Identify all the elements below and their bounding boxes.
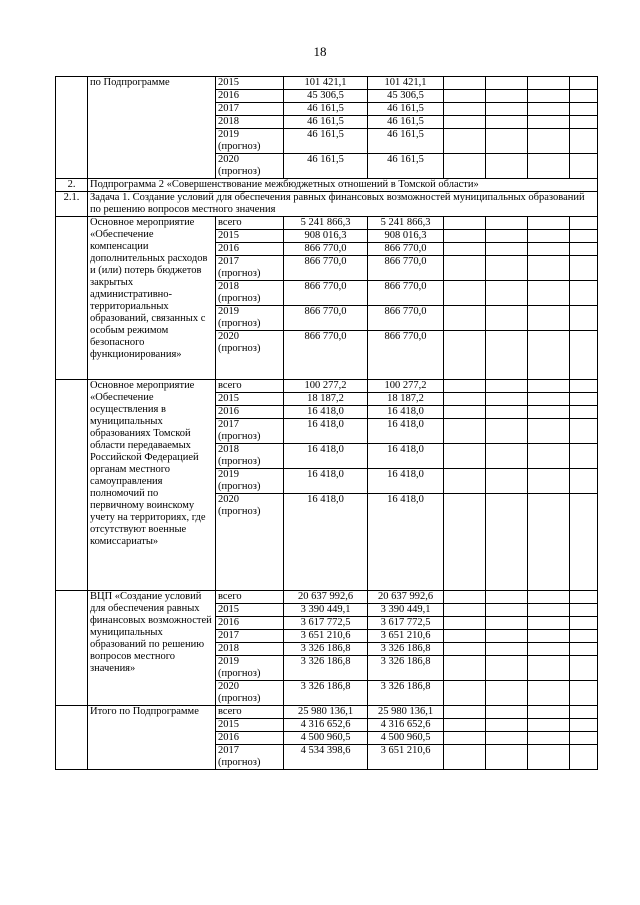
activity-name: Основное мероприятие «Обеспечение компенсации дополнительных расходов и (или) потерь бюджетов закрытых административно-территориальных образований, связанных с особым режимом безопасного функционирования»: [88, 217, 216, 380]
year-cell: 2015: [216, 719, 284, 732]
total-value: 3 326 186,8: [284, 681, 368, 706]
municipal-value: [486, 630, 528, 643]
year-cell: 2020 (прогноз): [216, 494, 284, 591]
regional-value: [444, 419, 486, 444]
municipal-value: [486, 380, 528, 393]
total-value: 16 418,0: [284, 444, 368, 469]
federal-value: 101 421,1: [368, 77, 444, 90]
total-value: 866 770,0: [284, 281, 368, 306]
nonbudget-value: [528, 281, 570, 306]
regional-value: [444, 469, 486, 494]
regional-value: [444, 243, 486, 256]
total-value: 4 500 960,5: [284, 732, 368, 745]
total-value: 866 770,0: [284, 256, 368, 281]
subprogram-title: Подпрограмма 2 «Совершенствование межбюджетных отношений в Томской области»: [88, 179, 598, 192]
regional-value: [444, 444, 486, 469]
nonbudget-value: [528, 77, 570, 90]
municipal-value: [486, 444, 528, 469]
regional-value: [444, 719, 486, 732]
municipal-value: [486, 469, 528, 494]
year-cell: всего: [216, 380, 284, 393]
year-cell: всего: [216, 217, 284, 230]
municipal-value: [486, 393, 528, 406]
year-cell: всего: [216, 706, 284, 719]
federal-value: 45 306,5: [368, 90, 444, 103]
nonbudget-value: [528, 90, 570, 103]
nonbudget-value: [528, 406, 570, 419]
year-cell: 2018: [216, 643, 284, 656]
federal-value: 3 326 186,8: [368, 681, 444, 706]
extra-value: [570, 591, 598, 604]
federal-value: 16 418,0: [368, 494, 444, 591]
regional-value: [444, 77, 486, 90]
year-cell: 2016: [216, 617, 284, 630]
municipal-value: [486, 643, 528, 656]
municipal-value: [486, 494, 528, 591]
nonbudget-value: [528, 419, 570, 444]
extra-value: [570, 380, 598, 393]
nonbudget-value: [528, 745, 570, 770]
year-cell: всего: [216, 591, 284, 604]
activity-name: Итого по Подпрограмме: [88, 706, 216, 770]
total-value: 100 277,2: [284, 380, 368, 393]
extra-value: [570, 630, 598, 643]
regional-value: [444, 90, 486, 103]
nonbudget-value: [528, 256, 570, 281]
municipal-value: [486, 617, 528, 630]
regional-value: [444, 380, 486, 393]
regional-value: [444, 406, 486, 419]
total-value: 16 418,0: [284, 406, 368, 419]
federal-value: 46 161,5: [368, 116, 444, 129]
year-cell: 2015: [216, 230, 284, 243]
federal-value: 16 418,0: [368, 469, 444, 494]
year-cell: 2018: [216, 116, 284, 129]
task-title: Задача 1. Создание условий для обеспечения равных финансовых возможностей муниципальных образований по решению вопросов местного значения: [88, 192, 598, 217]
federal-value: 908 016,3: [368, 230, 444, 243]
regional-value: [444, 643, 486, 656]
year-cell: 2019 (прогноз): [216, 129, 284, 154]
municipal-value: [486, 230, 528, 243]
federal-value: 4 316 652,6: [368, 719, 444, 732]
extra-value: [570, 494, 598, 591]
nonbudget-value: [528, 116, 570, 129]
federal-value: 16 418,0: [368, 419, 444, 444]
regional-value: [444, 617, 486, 630]
regional-value: [444, 656, 486, 681]
total-value: 908 016,3: [284, 230, 368, 243]
regional-value: [444, 256, 486, 281]
year-cell: 2017: [216, 103, 284, 116]
federal-value: 5 241 866,3: [368, 217, 444, 230]
federal-value: 866 770,0: [368, 256, 444, 281]
total-value: 45 306,5: [284, 90, 368, 103]
nonbudget-value: [528, 393, 570, 406]
extra-value: [570, 681, 598, 706]
nonbudget-value: [528, 630, 570, 643]
year-cell: 2016: [216, 90, 284, 103]
extra-value: [570, 719, 598, 732]
municipal-value: [486, 406, 528, 419]
page-number: 18: [313, 44, 327, 59]
municipal-value: [486, 217, 528, 230]
nonbudget-value: [528, 656, 570, 681]
year-cell: 2015: [216, 604, 284, 617]
row-number: 2.1.: [56, 192, 88, 217]
table-row: [56, 591, 598, 604]
municipal-value: [486, 719, 528, 732]
federal-value: 46 161,5: [368, 103, 444, 116]
regional-value: [444, 745, 486, 770]
federal-value: 20 637 992,6: [368, 591, 444, 604]
year-cell: 2019 (прогноз): [216, 656, 284, 681]
total-value: 46 161,5: [284, 129, 368, 154]
total-value: 866 770,0: [284, 306, 368, 331]
total-value: 46 161,5: [284, 116, 368, 129]
nonbudget-value: [528, 494, 570, 591]
extra-value: [570, 745, 598, 770]
year-cell: 2016: [216, 243, 284, 256]
row-number: [56, 591, 88, 706]
federal-value: 3 651 210,6: [368, 745, 444, 770]
regional-value: [444, 103, 486, 116]
extra-value: [570, 617, 598, 630]
extra-value: [570, 154, 598, 179]
total-value: 25 980 136,1: [284, 706, 368, 719]
total-value: 3 326 186,8: [284, 656, 368, 681]
nonbudget-value: [528, 706, 570, 719]
municipal-value: [486, 745, 528, 770]
regional-value: [444, 306, 486, 331]
total-value: 866 770,0: [284, 243, 368, 256]
regional-value: [444, 154, 486, 179]
federal-value: 16 418,0: [368, 444, 444, 469]
extra-value: [570, 331, 598, 380]
year-cell: 2019 (прогноз): [216, 469, 284, 494]
extra-value: [570, 116, 598, 129]
regional-value: [444, 331, 486, 380]
municipal-value: [486, 90, 528, 103]
total-value: 4 534 398,6: [284, 745, 368, 770]
federal-value: 3 326 186,8: [368, 656, 444, 681]
extra-value: [570, 129, 598, 154]
municipal-value: [486, 681, 528, 706]
regional-value: [444, 681, 486, 706]
regional-value: [444, 230, 486, 243]
row-number: 2.: [56, 179, 88, 192]
total-value: 18 187,2: [284, 393, 368, 406]
nonbudget-value: [528, 604, 570, 617]
municipal-value: [486, 732, 528, 745]
federal-value: 46 161,5: [368, 154, 444, 179]
nonbudget-value: [528, 380, 570, 393]
regional-value: [444, 591, 486, 604]
nonbudget-value: [528, 306, 570, 331]
nonbudget-value: [528, 444, 570, 469]
federal-value: 866 770,0: [368, 331, 444, 380]
municipal-value: [486, 419, 528, 444]
extra-value: [570, 706, 598, 719]
budget-table: [55, 76, 598, 770]
extra-value: [570, 444, 598, 469]
total-value: 866 770,0: [284, 331, 368, 380]
regional-value: [444, 732, 486, 745]
total-value: 5 241 866,3: [284, 217, 368, 230]
total-value: 16 418,0: [284, 494, 368, 591]
year-cell: 2019 (прогноз): [216, 306, 284, 331]
year-cell: 2018 (прогноз): [216, 281, 284, 306]
total-value: 20 637 992,6: [284, 591, 368, 604]
federal-value: 866 770,0: [368, 243, 444, 256]
municipal-value: [486, 331, 528, 380]
municipal-value: [486, 604, 528, 617]
total-value: 4 316 652,6: [284, 719, 368, 732]
federal-value: 16 418,0: [368, 406, 444, 419]
total-value: 46 161,5: [284, 154, 368, 179]
municipal-value: [486, 103, 528, 116]
regional-value: [444, 116, 486, 129]
total-value: 16 418,0: [284, 419, 368, 444]
nonbudget-value: [528, 719, 570, 732]
extra-value: [570, 469, 598, 494]
nonbudget-value: [528, 643, 570, 656]
extra-value: [570, 393, 598, 406]
federal-value: 3 390 449,1: [368, 604, 444, 617]
year-cell: 2015: [216, 77, 284, 90]
extra-value: [570, 406, 598, 419]
regional-value: [444, 129, 486, 154]
municipal-value: [486, 116, 528, 129]
extra-value: [570, 256, 598, 281]
municipal-value: [486, 281, 528, 306]
municipal-value: [486, 656, 528, 681]
year-cell: 2016: [216, 406, 284, 419]
total-value: 3 617 772,5: [284, 617, 368, 630]
table-row: [56, 706, 598, 719]
nonbudget-value: [528, 469, 570, 494]
subprogram-row: [56, 179, 598, 192]
municipal-value: [486, 154, 528, 179]
total-value: 16 418,0: [284, 469, 368, 494]
nonbudget-value: [528, 103, 570, 116]
municipal-value: [486, 243, 528, 256]
municipal-value: [486, 306, 528, 331]
table-row: [56, 380, 598, 393]
federal-value: 46 161,5: [368, 129, 444, 154]
year-cell: 2020 (прогноз): [216, 154, 284, 179]
row-number: [56, 706, 88, 770]
row-number: [56, 77, 88, 179]
extra-value: [570, 643, 598, 656]
nonbudget-value: [528, 154, 570, 179]
federal-value: 866 770,0: [368, 306, 444, 331]
activity-name: ВЦП «Создание условий для обеспечения равных финансовых возможностей муниципальных образований по решению вопросов местного значения»: [88, 591, 216, 706]
federal-value: 3 326 186,8: [368, 643, 444, 656]
federal-value: 18 187,2: [368, 393, 444, 406]
total-value: 101 421,1: [284, 77, 368, 90]
nonbudget-value: [528, 681, 570, 706]
extra-value: [570, 419, 598, 444]
federal-value: 3 651 210,6: [368, 630, 444, 643]
extra-value: [570, 103, 598, 116]
regional-value: [444, 706, 486, 719]
nonbudget-value: [528, 129, 570, 154]
regional-value: [444, 604, 486, 617]
task-row: [56, 192, 598, 217]
federal-value: 25 980 136,1: [368, 706, 444, 719]
extra-value: [570, 217, 598, 230]
extra-value: [570, 243, 598, 256]
year-cell: 2017 (прогноз): [216, 745, 284, 770]
year-cell: 2017 (прогноз): [216, 256, 284, 281]
nonbudget-value: [528, 230, 570, 243]
municipal-value: [486, 256, 528, 281]
extra-value: [570, 90, 598, 103]
extra-value: [570, 306, 598, 331]
municipal-value: [486, 129, 528, 154]
table-row: [56, 77, 598, 90]
municipal-value: [486, 706, 528, 719]
activity-name: по Подпрограмме: [88, 77, 216, 179]
nonbudget-value: [528, 243, 570, 256]
extra-value: [570, 732, 598, 745]
year-cell: 2015: [216, 393, 284, 406]
regional-value: [444, 630, 486, 643]
year-cell: 2017 (прогноз): [216, 419, 284, 444]
year-cell: 2016: [216, 732, 284, 745]
year-cell: 2018 (прогноз): [216, 444, 284, 469]
activity-name: Основное мероприятие «Обеспечение осуществления в муниципальных образованиях Томской области передаваемых Российской Федерацией органам местного самоуправления полномочий по первичному воинскому учету на территориях, где отсутствуют военные комиссариаты»: [88, 380, 216, 591]
nonbudget-value: [528, 617, 570, 630]
extra-value: [570, 77, 598, 90]
federal-value: 100 277,2: [368, 380, 444, 393]
extra-value: [570, 281, 598, 306]
total-value: 3 326 186,8: [284, 643, 368, 656]
total-value: 46 161,5: [284, 103, 368, 116]
year-cell: 2017: [216, 630, 284, 643]
nonbudget-value: [528, 331, 570, 380]
total-value: 3 651 210,6: [284, 630, 368, 643]
extra-value: [570, 604, 598, 617]
municipal-value: [486, 591, 528, 604]
federal-value: 4 500 960,5: [368, 732, 444, 745]
year-cell: 2020 (прогноз): [216, 331, 284, 380]
table-row: [56, 217, 598, 230]
regional-value: [444, 393, 486, 406]
municipal-value: [486, 77, 528, 90]
regional-value: [444, 217, 486, 230]
regional-value: [444, 494, 486, 591]
nonbudget-value: [528, 591, 570, 604]
nonbudget-value: [528, 217, 570, 230]
regional-value: [444, 281, 486, 306]
federal-value: 3 617 772,5: [368, 617, 444, 630]
row-number: [56, 380, 88, 591]
row-number: [56, 217, 88, 380]
federal-value: 866 770,0: [368, 281, 444, 306]
nonbudget-value: [528, 732, 570, 745]
extra-value: [570, 656, 598, 681]
extra-value: [570, 230, 598, 243]
total-value: 3 390 449,1: [284, 604, 368, 617]
year-cell: 2020 (прогноз): [216, 681, 284, 706]
